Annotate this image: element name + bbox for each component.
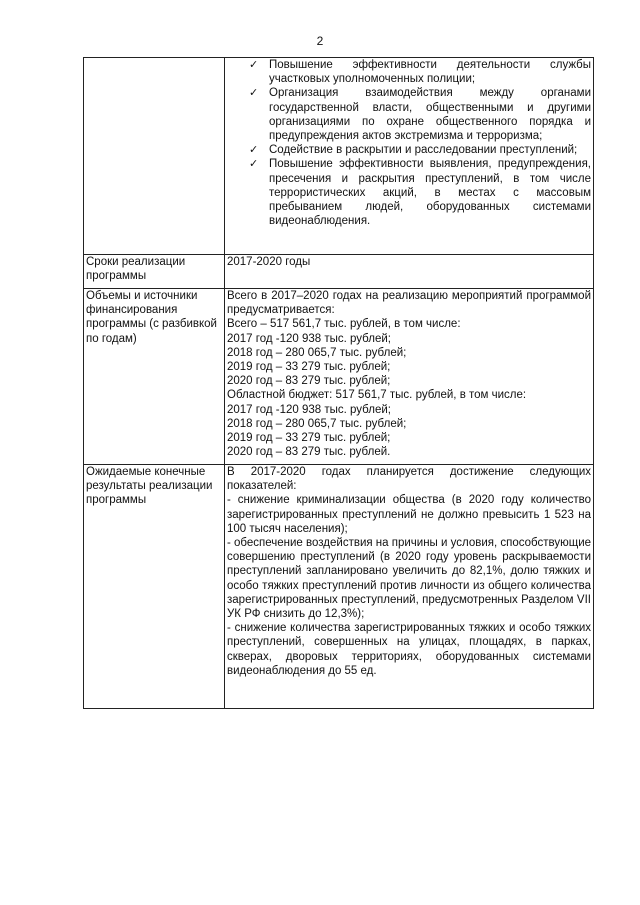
funding-line: Областной бюджет: 517 561,7 тыс. рублей, в том числе: xyxy=(227,389,527,402)
funding-line: 2020 год – 83 279 тыс. рублей; xyxy=(227,375,391,388)
funding-line: 2019 год – 33 279 тыс. рублей; xyxy=(227,432,391,445)
list-item: ✓ Повышение эффективности выявления, предупреждения, пресечения и раскрытия преступлений, в том числе террористических акций, в местах с массовым пребыванием людей, оборудованных системами видеонаблюдения. xyxy=(249,158,591,228)
page-number: 2 xyxy=(316,34,324,48)
funding-line: Всего в 2017–2020 годах на реализацию мероприятий программой предусматривается: xyxy=(227,290,591,317)
results-label-cell: Ожидаемые конечные результаты реализации программы xyxy=(84,465,225,709)
funding-line: 2017 год -120 938 тыс. рублей; xyxy=(227,403,391,416)
funding-line: 2020 год – 83 279 тыс. рублей. xyxy=(227,446,391,459)
funding-line: 2019 год – 33 279 тыс. рублей; xyxy=(227,361,391,374)
funding-line: 2017 год -120 938 тыс. рублей; xyxy=(227,332,391,345)
list-item: ✓ Повышение эффективности деятельности службы участковых уполномоченных полиции; xyxy=(249,59,591,86)
terms-row xyxy=(84,255,594,289)
list-item: ✓ Содействие в раскрытии и расследовании преступлений; xyxy=(249,144,578,157)
funding-label-cell: Объемы и источники финансирования программы (с разбивкой по годам) xyxy=(84,289,225,465)
program-passport-table xyxy=(83,57,594,709)
funding-line: 2018 год – 280 065,7 тыс. рублей; xyxy=(227,417,407,430)
results-line: В 2017-2020 годах планируется достижение следующих показателей: xyxy=(227,466,591,493)
goals-label-cell xyxy=(84,58,225,255)
funding-value-cell xyxy=(225,289,594,465)
terms-label-cell: Сроки реализации программы xyxy=(84,255,225,289)
check-icon: ✓ xyxy=(249,144,259,157)
results-value-cell xyxy=(225,465,594,709)
check-icon: ✓ xyxy=(249,59,259,71)
funding-line: 2018 год – 280 065,7 тыс. рублей; xyxy=(227,346,407,359)
goals-list xyxy=(227,58,591,229)
funding-line: Всего – 517 561,7 тыс. рублей, в том числе: xyxy=(227,318,461,331)
terms-value-cell: 2017-2020 годы xyxy=(225,255,594,289)
results-row xyxy=(84,465,594,709)
goals-row xyxy=(84,58,594,255)
results-line: - обеспечение воздействия на причины и условия, способствующие совершению преступлений (в 2020 году уровень раскрываемости преступлений запланировано увеличить до 82,1%, долю тяжких и особо тяжких преступлений против личности из общего количества зарегистрированных преступлений, предусмотренных Разделом VII УК РФ снизить до 12,3%); xyxy=(227,537,592,621)
goals-value-cell xyxy=(225,58,594,255)
check-icon: ✓ xyxy=(249,87,259,100)
check-icon: ✓ xyxy=(249,158,259,171)
results-line: - снижение криминализации общества (в 2020 году количество зарегистрированных преступлений не должно превысить 1 523 на 100 тысяч населения); xyxy=(227,494,591,535)
funding-row xyxy=(84,289,594,465)
results-line: - снижение количества зарегистрированных тяжких и особо тяжких преступлений, совершенных на улицах, площадях, в парках, скверах, дворовых территориях, оборудованных системами видеонаблюдения до 55 ед. xyxy=(227,622,591,677)
list-item: ✓ Организация взаимодействия между органами государственной власти, общественными и другими организациями по охране общественного порядка и предупреждения актов экстремизма и терроризма; xyxy=(249,87,591,143)
